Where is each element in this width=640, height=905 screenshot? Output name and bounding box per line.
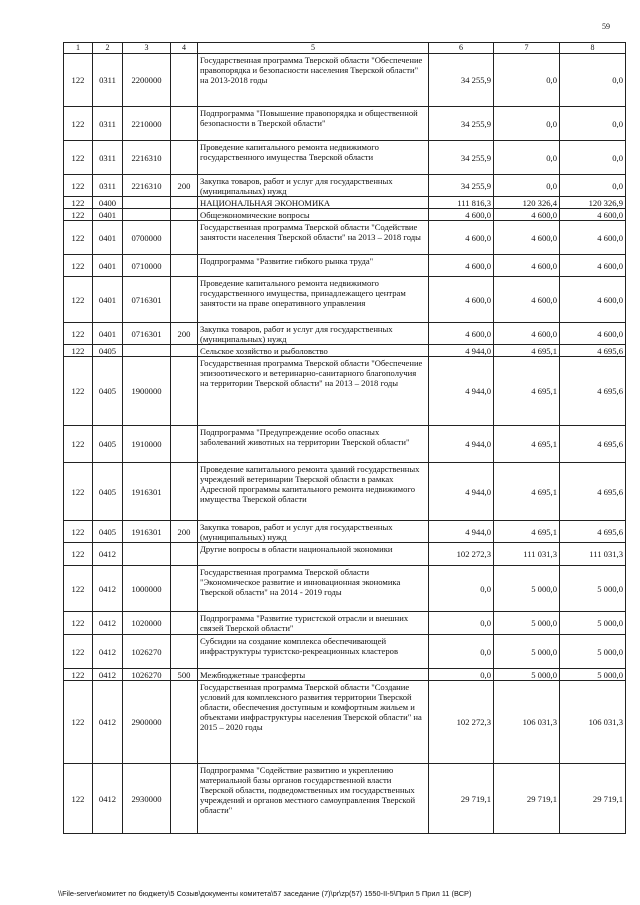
table-row <box>64 669 626 681</box>
table-cell-col-5: Межбюджетные трансферты <box>198 669 429 681</box>
table-cell-col-6: 4 944,0 <box>429 521 494 543</box>
table-cell-col-5: НАЦИОНАЛЬНАЯ ЭКОНОМИКА <box>198 197 429 209</box>
table-cell-col-4 <box>171 107 198 141</box>
table-cell-col-1: 122 <box>64 54 93 107</box>
table-cell-col-3: 2200000 <box>123 54 171 107</box>
table-cell-col-2: 0401 <box>93 323 123 345</box>
table-cell-col-8: 4 600,0 <box>560 323 626 345</box>
table-cell-col-6: 4 600,0 <box>429 255 494 277</box>
table-cell-col-1: 122 <box>64 635 93 669</box>
table-cell-col-4: 200 <box>171 323 198 345</box>
table-cell-col-5: Подпрограмма "Повышение правопорядка и общественной безопасности в Тверской области" <box>198 107 429 141</box>
table-cell-col-4: 200 <box>171 521 198 543</box>
table-cell-col-1: 122 <box>64 566 93 612</box>
table-cell-col-8: 5 000,0 <box>560 612 626 635</box>
table-cell-col-3 <box>123 197 171 209</box>
table-row <box>64 521 626 543</box>
table-cell-col-7: 0,0 <box>494 175 560 197</box>
table-cell-col-7: 4 695,1 <box>494 463 560 521</box>
table-cell-col-6: 4 944,0 <box>429 463 494 521</box>
table-cell-col-6: 4 600,0 <box>429 277 494 323</box>
column-number-row <box>64 43 626 54</box>
table-cell-col-4 <box>171 141 198 175</box>
table-cell-col-3: 2210000 <box>123 107 171 141</box>
table-cell-col-7: 4 600,0 <box>494 323 560 345</box>
table-cell-col-5: Государственная программа Тверской области "Обеспечение правопорядка и безопасности населения Тверской области" на 2013-2018 годы <box>198 54 429 107</box>
table-row <box>64 141 626 175</box>
table-cell-col-1: 122 <box>64 669 93 681</box>
table-cell-col-1: 122 <box>64 255 93 277</box>
table-cell-col-6: 111 816,3 <box>429 197 494 209</box>
table-cell-col-1: 122 <box>64 277 93 323</box>
table-cell-col-4 <box>171 681 198 764</box>
table-cell-col-2: 0400 <box>93 197 123 209</box>
table-row <box>64 612 626 635</box>
table-cell-col-5: Государственная программа Тверской области "Обеспечение эпизоотического и ветеринарно-санитарного благополучия на территории Тверской области" на 2013 – 2018 годы <box>198 357 429 426</box>
table-cell-col-4 <box>171 426 198 463</box>
table-row <box>64 221 626 255</box>
table-cell-col-4 <box>171 54 198 107</box>
table-cell-col-3: 1000000 <box>123 566 171 612</box>
table-cell-col-5: Сельское хозяйство и рыболовство <box>198 345 429 357</box>
table-cell-col-3: 1900000 <box>123 357 171 426</box>
table-cell-col-8: 4 600,0 <box>560 277 626 323</box>
table-cell-col-6: 4 944,0 <box>429 345 494 357</box>
table-cell-col-8: 4 695,6 <box>560 521 626 543</box>
column-header: 6 <box>429 43 494 54</box>
table-cell-col-8: 106 031,3 <box>560 681 626 764</box>
table-cell-col-5: Подпрограмма "Развитие гибкого рынка труда" <box>198 255 429 277</box>
table-cell-col-8: 29 719,1 <box>560 764 626 834</box>
table-cell-col-8: 4 600,0 <box>560 209 626 221</box>
table-cell-col-6: 0,0 <box>429 635 494 669</box>
table-row <box>64 463 626 521</box>
table-cell-col-6: 4 600,0 <box>429 209 494 221</box>
table-row <box>64 345 626 357</box>
table-row <box>64 107 626 141</box>
table-cell-col-8: 4 695,6 <box>560 426 626 463</box>
table-cell-col-1: 122 <box>64 345 93 357</box>
table-cell-col-4 <box>171 543 198 566</box>
column-header: 3 <box>123 43 171 54</box>
table-cell-col-2: 0401 <box>93 255 123 277</box>
table-row <box>64 54 626 107</box>
table-row <box>64 426 626 463</box>
table-row <box>64 197 626 209</box>
table-cell-col-8: 0,0 <box>560 175 626 197</box>
table-cell-col-7: 4 600,0 <box>494 277 560 323</box>
table-cell-col-1: 122 <box>64 209 93 221</box>
table-cell-col-6: 4 600,0 <box>429 323 494 345</box>
table-row <box>64 543 626 566</box>
table-cell-col-6: 34 255,9 <box>429 107 494 141</box>
table-cell-col-6: 34 255,9 <box>429 175 494 197</box>
table-cell-col-1: 122 <box>64 612 93 635</box>
column-header: 5 <box>198 43 429 54</box>
table-cell-col-7: 0,0 <box>494 107 560 141</box>
table-cell-col-1: 122 <box>64 764 93 834</box>
table-row <box>64 635 626 669</box>
table-cell-col-1: 122 <box>64 426 93 463</box>
table-cell-col-1: 122 <box>64 175 93 197</box>
table-row <box>64 323 626 345</box>
table-cell-col-6: 34 255,9 <box>429 54 494 107</box>
table-cell-col-6: 4 944,0 <box>429 426 494 463</box>
table-cell-col-5: Подпрограмма "Предупреждение особо опасных заболеваний животных на территории Тверской области" <box>198 426 429 463</box>
table-cell-col-6: 102 272,3 <box>429 681 494 764</box>
table-cell-col-3: 0716301 <box>123 277 171 323</box>
table-cell-col-3: 2930000 <box>123 764 171 834</box>
table-cell-col-1: 122 <box>64 107 93 141</box>
table-cell-col-2: 0405 <box>93 357 123 426</box>
table-cell-col-3: 2900000 <box>123 681 171 764</box>
table-cell-col-6: 29 719,1 <box>429 764 494 834</box>
table-cell-col-2: 0412 <box>93 635 123 669</box>
table-cell-col-7: 5 000,0 <box>494 566 560 612</box>
table-row <box>64 209 626 221</box>
table-cell-col-2: 0405 <box>93 345 123 357</box>
table-cell-col-6: 4 944,0 <box>429 357 494 426</box>
table-cell-col-7: 4 695,1 <box>494 345 560 357</box>
column-header: 4 <box>171 43 198 54</box>
table-cell-col-8: 4 695,6 <box>560 463 626 521</box>
table-cell-col-6: 0,0 <box>429 566 494 612</box>
table-cell-col-8: 5 000,0 <box>560 635 626 669</box>
table-cell-col-3: 1026270 <box>123 635 171 669</box>
table-cell-col-7: 4 695,1 <box>494 357 560 426</box>
table-cell-col-2: 0401 <box>93 209 123 221</box>
table-cell-col-3: 0716301 <box>123 323 171 345</box>
table-cell-col-2: 0401 <box>93 277 123 323</box>
table-cell-col-7: 5 000,0 <box>494 612 560 635</box>
table-cell-col-5: Государственная программа Тверской области "Создание условий для комплексного развития территории Тверской области, обеспечения доступным и комфортным жильем и объектами инфраструктуры населения Тверской области" на 2015 – 2020 годы <box>198 681 429 764</box>
table-row <box>64 277 626 323</box>
table-cell-col-1: 122 <box>64 197 93 209</box>
table-cell-col-7: 4 695,1 <box>494 521 560 543</box>
table-row <box>64 255 626 277</box>
table-cell-col-7: 0,0 <box>494 141 560 175</box>
table-row <box>64 566 626 612</box>
table-cell-col-5: Государственная программа Тверской области "Содействие занятости населения Тверской области" на 2013 – 2018 годы <box>198 221 429 255</box>
table-cell-col-3: 1916301 <box>123 521 171 543</box>
table-cell-col-5: Субсидии на создание комплекса обеспечивающей инфраструктуры туристско-рекреационных кластеров <box>198 635 429 669</box>
table-cell-col-8: 5 000,0 <box>560 566 626 612</box>
table-cell-col-3 <box>123 209 171 221</box>
table-cell-col-3 <box>123 543 171 566</box>
table-cell-col-8: 111 031,3 <box>560 543 626 566</box>
table-cell-col-5: Другие вопросы в области национальной экономики <box>198 543 429 566</box>
table-cell-col-6: 4 600,0 <box>429 221 494 255</box>
table-cell-col-4 <box>171 566 198 612</box>
table-cell-col-7: 4 600,0 <box>494 255 560 277</box>
table-row <box>64 357 626 426</box>
table-cell-col-7: 29 719,1 <box>494 764 560 834</box>
table-cell-col-3: 0710000 <box>123 255 171 277</box>
table-cell-col-4 <box>171 635 198 669</box>
table-cell-col-5: Закупка товаров, работ и услуг для государственных (муниципальных) нужд <box>198 323 429 345</box>
table-cell-col-7: 4 695,1 <box>494 426 560 463</box>
table-cell-col-7: 5 000,0 <box>494 669 560 681</box>
table-cell-col-2: 0412 <box>93 566 123 612</box>
table-cell-col-8: 4 695,6 <box>560 345 626 357</box>
table-cell-col-5: Общеэкономические вопросы <box>198 209 429 221</box>
table-cell-col-4 <box>171 612 198 635</box>
table-cell-col-7: 4 600,0 <box>494 221 560 255</box>
table-cell-col-4: 200 <box>171 175 198 197</box>
table-cell-col-3 <box>123 345 171 357</box>
table-cell-col-3: 2216310 <box>123 175 171 197</box>
table-cell-col-4 <box>171 463 198 521</box>
table-cell-col-4 <box>171 197 198 209</box>
table-cell-col-1: 122 <box>64 543 93 566</box>
table-cell-col-4 <box>171 277 198 323</box>
column-header: 2 <box>93 43 123 54</box>
table-cell-col-2: 0311 <box>93 107 123 141</box>
table-cell-col-2: 0412 <box>93 669 123 681</box>
table-cell-col-5: Подпрограмма "Содействие развитию и укреплению материальной базы органов государственной власти Тверской области, подведомственных им государственных учреждений и органов местного самоуправления Тверской области" <box>198 764 429 834</box>
page-number: 59 <box>602 22 610 31</box>
table-row <box>64 175 626 197</box>
table-cell-col-3: 1916301 <box>123 463 171 521</box>
table-cell-col-5: Государственная программа Тверской области "Экономическое развитие и инновационная экономика Тверской области" на 2014 - 2019 годы <box>198 566 429 612</box>
table-cell-col-4 <box>171 209 198 221</box>
table-cell-col-4 <box>171 345 198 357</box>
table-cell-col-6: 0,0 <box>429 669 494 681</box>
table-cell-col-2: 0412 <box>93 764 123 834</box>
table-cell-col-8: 0,0 <box>560 107 626 141</box>
table-cell-col-7: 5 000,0 <box>494 635 560 669</box>
table-cell-col-1: 122 <box>64 681 93 764</box>
table-cell-col-8: 120 326,9 <box>560 197 626 209</box>
column-header: 8 <box>560 43 626 54</box>
table-cell-col-1: 122 <box>64 357 93 426</box>
table-cell-col-2: 0412 <box>93 612 123 635</box>
table-cell-col-5: Проведение капитального ремонта недвижимого государственного имущества, принадлежащего центрам занятости на праве оперативного управления <box>198 277 429 323</box>
table-cell-col-5: Подпрограмма "Развитие туристской отрасли и внешних связей Тверской области" <box>198 612 429 635</box>
column-header: 7 <box>494 43 560 54</box>
table-cell-col-2: 0311 <box>93 175 123 197</box>
table-cell-col-8: 4 600,0 <box>560 221 626 255</box>
footer-file-path: \\File-server\комитет по бюджету\5 Созыв\документы комитета\57 заседание (7)\pr\zp(57) 1550-II-5\Прил 5 Прил 11 (ВСР) <box>58 889 472 898</box>
table-cell-col-6: 102 272,3 <box>429 543 494 566</box>
table-cell-col-8: 4 600,0 <box>560 255 626 277</box>
table-cell-col-8: 0,0 <box>560 54 626 107</box>
table-cell-col-1: 122 <box>64 521 93 543</box>
table-cell-col-1: 122 <box>64 463 93 521</box>
table-row <box>64 681 626 764</box>
table-row <box>64 764 626 834</box>
table-cell-col-5: Проведение капитального ремонта недвижимого государственного имущества Тверской области <box>198 141 429 175</box>
table-cell-col-8: 0,0 <box>560 141 626 175</box>
table-cell-col-7: 106 031,3 <box>494 681 560 764</box>
table-cell-col-5: Закупка товаров, работ и услуг для государственных (муниципальных) нужд <box>198 521 429 543</box>
table-cell-col-3: 1020000 <box>123 612 171 635</box>
table-cell-col-2: 0405 <box>93 426 123 463</box>
table-cell-col-3: 2216310 <box>123 141 171 175</box>
table-cell-col-2: 0405 <box>93 463 123 521</box>
table-cell-col-7: 4 600,0 <box>494 209 560 221</box>
table-cell-col-3: 0700000 <box>123 221 171 255</box>
table-cell-col-5: Проведение капитального ремонта зданий государственных учреждений ветеринарии Тверской области в рамках Адресной программы капитального ремонта недвижимого имущества Тверской области <box>198 463 429 521</box>
table-cell-col-2: 0412 <box>93 681 123 764</box>
table-cell-col-7: 0,0 <box>494 54 560 107</box>
table-cell-col-2: 0401 <box>93 221 123 255</box>
table-cell-col-2: 0311 <box>93 141 123 175</box>
table-cell-col-1: 122 <box>64 141 93 175</box>
table-cell-col-4: 500 <box>171 669 198 681</box>
table-cell-col-6: 34 255,9 <box>429 141 494 175</box>
table-cell-col-6: 0,0 <box>429 612 494 635</box>
table-cell-col-2: 0311 <box>93 54 123 107</box>
table-cell-col-3: 1910000 <box>123 426 171 463</box>
table-cell-col-2: 0412 <box>93 543 123 566</box>
table-cell-col-2: 0405 <box>93 521 123 543</box>
table-cell-col-5: Закупка товаров, работ и услуг для государственных (муниципальных) нужд <box>198 175 429 197</box>
table-cell-col-3: 1026270 <box>123 669 171 681</box>
column-header: 1 <box>64 43 93 54</box>
table-cell-col-8: 5 000,0 <box>560 669 626 681</box>
table-cell-col-4 <box>171 357 198 426</box>
table-cell-col-4 <box>171 221 198 255</box>
table-cell-col-1: 122 <box>64 323 93 345</box>
table-cell-col-7: 111 031,3 <box>494 543 560 566</box>
table-cell-col-4 <box>171 764 198 834</box>
table-cell-col-1: 122 <box>64 221 93 255</box>
table-cell-col-7: 120 326,4 <box>494 197 560 209</box>
table-cell-col-8: 4 695,6 <box>560 357 626 426</box>
budget-table <box>63 42 626 834</box>
table-cell-col-4 <box>171 255 198 277</box>
